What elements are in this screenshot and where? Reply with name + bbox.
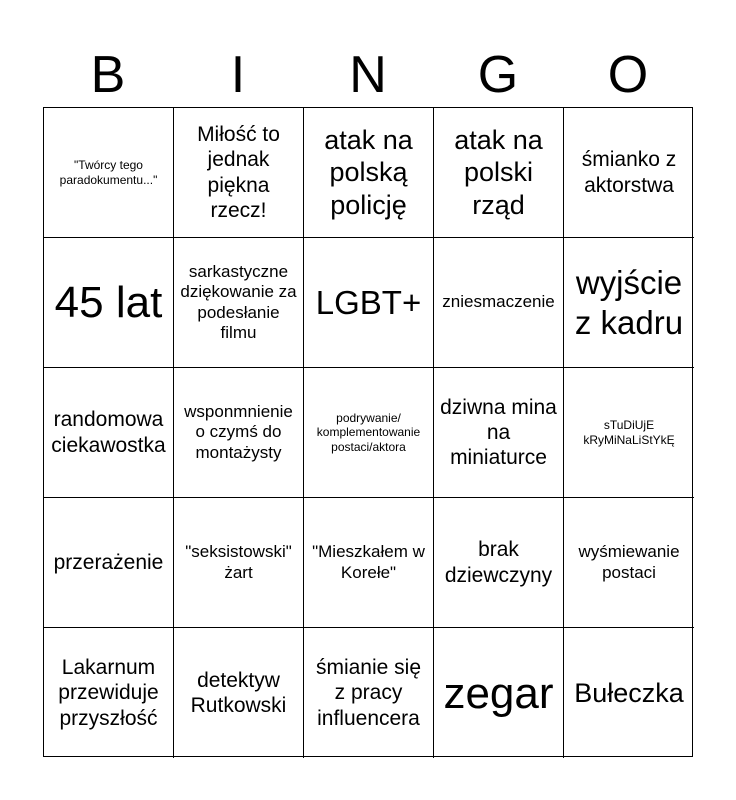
bingo-cell[interactable]: 45 lat xyxy=(44,238,174,368)
bingo-cell[interactable]: wyśmiewanie postaci xyxy=(564,498,694,628)
bingo-cell[interactable]: sTuDiUjE kRyMiNaLiStYkĘ xyxy=(564,368,694,498)
bingo-cell[interactable]: sarkastyczne dziękowanie za podesłanie filmu xyxy=(174,238,304,368)
bingo-cell[interactable]: przerażenie xyxy=(44,498,174,628)
bingo-cell[interactable]: Lakarnum przewiduje przyszłość xyxy=(44,628,174,758)
header-letter-g: G xyxy=(477,46,519,104)
bingo-cell[interactable]: "seksistowski" żart xyxy=(174,498,304,628)
bingo-cell[interactable]: zegar xyxy=(434,628,564,758)
bingo-header xyxy=(43,44,693,106)
bingo-cell[interactable]: "Twórcy tego paradokumentu..." xyxy=(44,108,174,238)
bingo-cell[interactable]: śmianie się z pracy influencera xyxy=(304,628,434,758)
bingo-cell[interactable]: podrywanie/ komplementowanie postaci/aktora xyxy=(304,368,434,498)
bingo-cell[interactable]: dziwna mina na miniaturce xyxy=(434,368,564,498)
bingo-cell[interactable]: randomowa ciekawostka xyxy=(44,368,174,498)
bingo-cell[interactable]: LGBT+ xyxy=(304,238,434,368)
bingo-grid xyxy=(43,107,693,757)
bingo-cell[interactable]: Miłość to jednak piękna rzecz! xyxy=(174,108,304,238)
bingo-cell[interactable]: "Mieszkałem w Korełe" xyxy=(304,498,434,628)
bingo-cell[interactable]: śmianko z aktorstwa xyxy=(564,108,694,238)
header-letter-o: O xyxy=(607,46,649,104)
bingo-cell[interactable]: wsponmnienie o czymś do montażysty xyxy=(174,368,304,498)
header-letter-n: N xyxy=(349,46,387,104)
bingo-cell[interactable]: atak na polską policję xyxy=(304,108,434,238)
bingo-cell[interactable]: brak dziewczyny xyxy=(434,498,564,628)
bingo-cell[interactable]: wyjście z kadru xyxy=(564,238,694,368)
header-letter-i: I xyxy=(230,46,246,104)
bingo-cell[interactable]: zniesmaczenie xyxy=(434,238,564,368)
header-letter-b: B xyxy=(90,46,126,104)
bingo-cell[interactable]: detektyw Rutkowski xyxy=(174,628,304,758)
bingo-cell[interactable]: atak na polski rząd xyxy=(434,108,564,238)
bingo-cell[interactable]: Bułeczka xyxy=(574,677,684,708)
